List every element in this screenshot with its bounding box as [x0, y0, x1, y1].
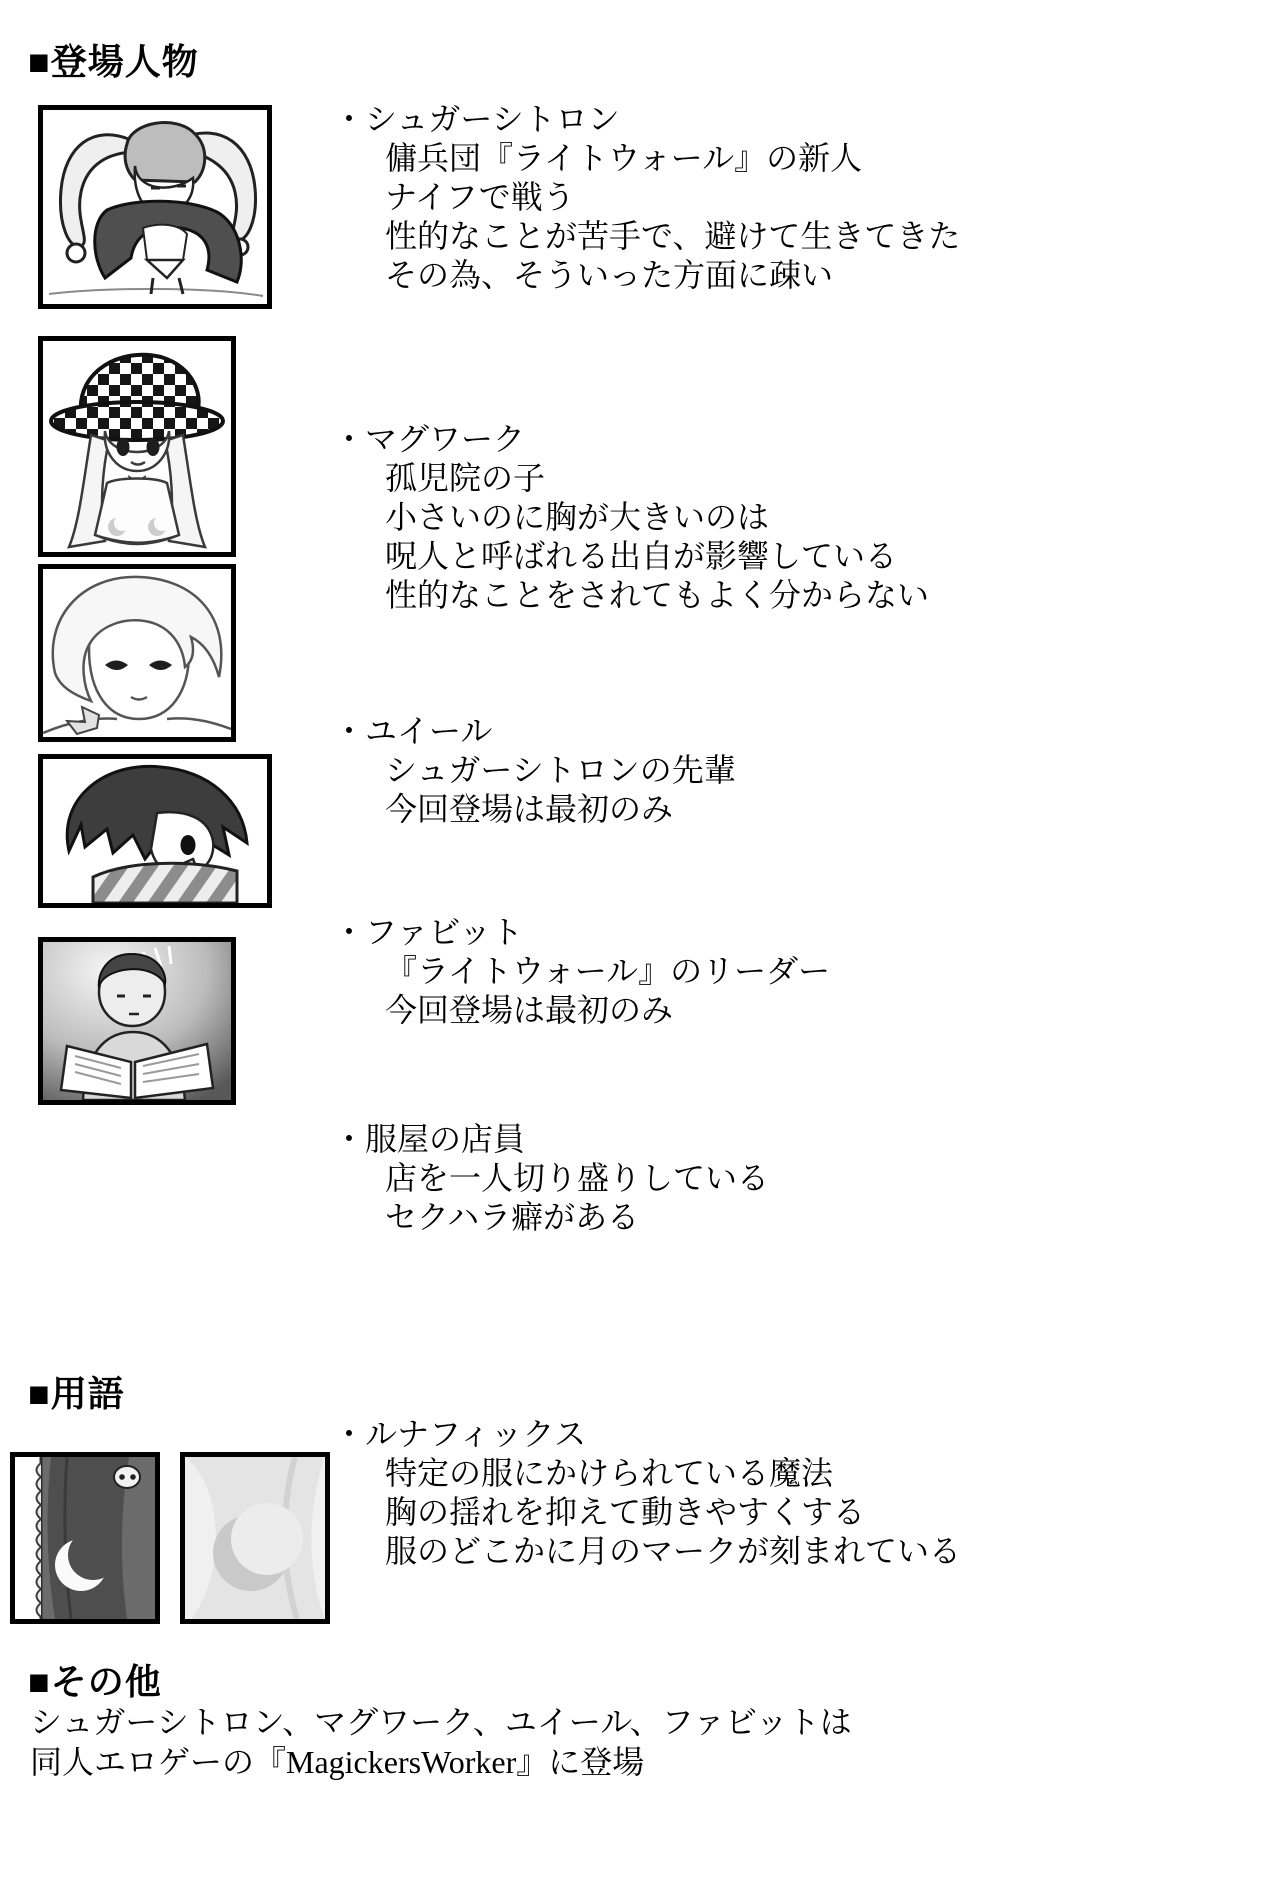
other-heading: ■その他: [28, 1661, 162, 1702]
character-desc-line: 傭兵団『ライトウォール』の新人: [385, 140, 863, 176]
character-name: ・服屋の店員: [333, 1121, 526, 1157]
character-entry-yuiru: [333, 712, 736, 829]
character-desc-line: 性的なことをされてもよく分からない: [385, 577, 930, 613]
term-desc-line: 服のどこかに月のマークが刻まれている: [385, 1533, 962, 1569]
character-entry-sugar-citron: [333, 100, 960, 295]
maguwork-illustration: [43, 341, 231, 552]
character-desc-line: シュガーシトロンの先輩: [385, 752, 736, 788]
characters-heading: ■登場人物: [28, 41, 199, 82]
character-entry-favit: [333, 913, 830, 1030]
maguwork-portrait: [38, 336, 236, 557]
lunafix-cloak-crescent-image: [10, 1452, 160, 1624]
sugar-citron-illustration: [43, 110, 267, 304]
clerk-illustration: [43, 942, 231, 1100]
character-desc-line: 店を一人切り盛りしている: [385, 1160, 770, 1196]
term-desc-line: 胸の揺れを抑えて動きやすくする: [385, 1494, 866, 1530]
sugar-citron-portrait: [38, 105, 272, 309]
character-entry-maguwork: [333, 420, 929, 615]
character-name: ・ユイール: [333, 713, 493, 749]
character-desc-line: 呪人と呼ばれる出自が影響している: [385, 538, 898, 574]
character-desc-line: 性的なことが苦手で、避けて生きてきた: [385, 218, 961, 254]
favit-illustration: [43, 759, 267, 903]
character-desc-line: その為、そういった方面に疎い: [385, 257, 834, 293]
character-desc-line: 今回登場は最初のみ: [385, 992, 674, 1028]
character-desc-line: 小さいのに胸が大きいのは: [385, 499, 770, 535]
character-desc-line: セクハラ癖がある: [385, 1199, 640, 1235]
character-desc-line: 『ライトウォール』のリーダー: [385, 953, 831, 989]
dark-cloak-crescent-illustration: [15, 1457, 155, 1619]
yuiru-portrait: [38, 564, 236, 742]
character-desc-line: ナイフで戦う: [385, 179, 575, 215]
character-desc-line: 孤児院の子: [385, 460, 546, 496]
character-desc-line: 今回登場は最初のみ: [385, 791, 674, 827]
term-entry-lunafix: [333, 1415, 961, 1571]
term-name: ・ルナフィックス: [333, 1416, 587, 1452]
character-name: ・マグワーク: [333, 421, 526, 457]
lunafix-cloth-crescent-image: [180, 1452, 330, 1624]
favit-portrait: [38, 754, 272, 908]
character-name: ・ファビット: [333, 914, 524, 950]
other-text-line: 同人エロゲーの『MagickersWorker』に登場: [30, 1744, 645, 1780]
yuiru-illustration: [43, 569, 231, 737]
other-text-line: シュガーシトロン、マグワーク、ユイール、ファビットは: [30, 1704, 852, 1740]
light-cloth-crescent-illustration: [185, 1457, 325, 1619]
terms-heading: ■用語: [28, 1373, 125, 1414]
term-desc-line: 特定の服にかけられている魔法: [385, 1455, 834, 1491]
clothes-shop-clerk-portrait: [38, 937, 236, 1105]
character-entry-clerk: [333, 1120, 769, 1237]
character-name: ・シュガーシトロン: [333, 101, 620, 137]
